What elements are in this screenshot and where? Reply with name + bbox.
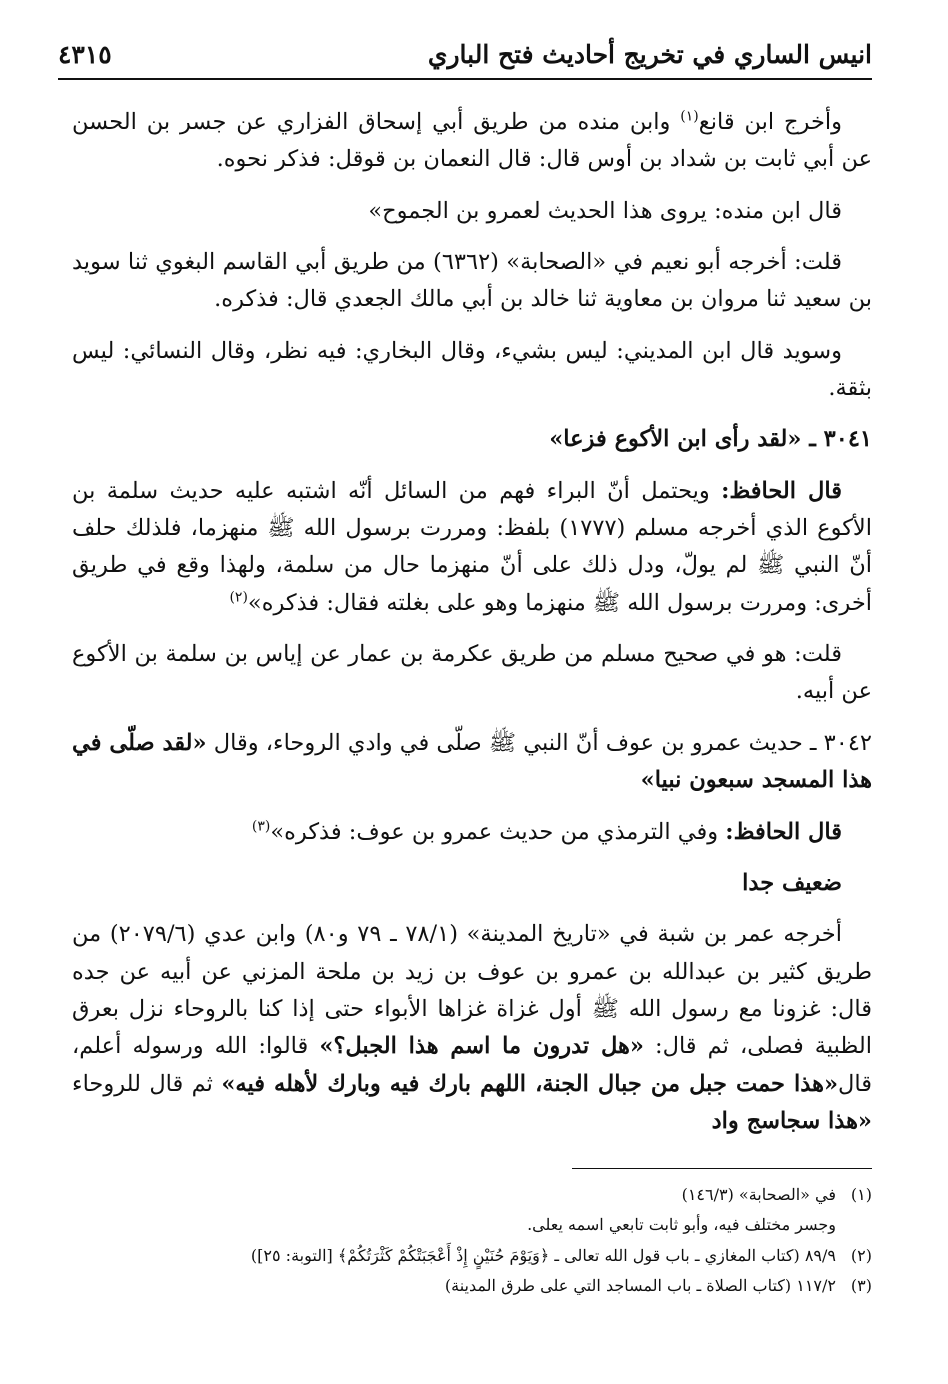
footnote-3: (٣)١١٧/٢ (كتاب الصلاة ـ باب المساجد التي على طرق المدينة) [444, 1276, 872, 1296]
grade-label: ضعيف جدا [742, 869, 842, 896]
footnote-1-continuation: وجسر مختلف فيه، وأبو ثابت تابعي اسمه يعلى. [527, 1215, 836, 1235]
running-header [58, 34, 872, 80]
paragraph-muslim: قلت: هو في صحيح مسلم من طريق عكرمة بن عمار عن إياس بن سلمة بن الأكوع عن أبيه. [72, 641, 872, 705]
paragraph-hafiz-3041: قال الحافظ: ويحتمل أنّ البراء فهم من السائل أنّه اشتبه عليه حديث سلمة بن الأكوع الذي أخرجه مسلم (١٧٧٧) بلفظ: ومررت برسول الله ﷺ منهزما، فلذلك حلف أنّ النبي ﷺ لم يولّ، ودل ذلك على أنّ منهزما حال من سلمة، ولهذا وقع في طريق أخرى: ومررت برسول الله ﷺ منهزما وهو على بغلته فقال: فذكره»$^{(٢)}$ [72, 477, 873, 616]
paragraph-ibn-qani: وأخرج ابن قانع$^{(١)}$ وابن منده من طريق أبي إسحاق الفزاري عن جسر بن الحسن عن أبي ثابت بن شداد بن أوس قال: قال النعمان بن قوقل: فذكر نحوه. [72, 108, 872, 173]
hadith-heading-3041: ٣٠٤١ ـ «لقد رأى ابن الأكوع فزعا» [549, 426, 872, 453]
footnote-ref-3: (٣) [251, 818, 271, 834]
footnote-separator [572, 1168, 872, 1169]
hadith-heading-3042: ٣٠٤٢ ـ حديث عمرو بن عوف أنّ النبي ﷺ صلّى في وادي الروحاء، وقال «لقد صلّى في هذا المسجد سبعون نبيا» [72, 729, 872, 794]
footnote-1: (١)في «الصحابة» (١٤٦/٣) [681, 1185, 872, 1204]
paragraph-abu-nuaym: قلت: أخرجه أبو نعيم في «الصحابة» (٦٣٦٢) من طريق أبي القاسم البغوي ثنا سويد بن سعيد ثنا مروان بن معاوية ثنا خالد بن أبي مالك الجعدي قال: فذكره. [72, 249, 872, 313]
footnote-ref-2: (٢) [229, 589, 248, 606]
book-title: انيس الساري في تخريج أحاديث فتح الباري [427, 40, 872, 69]
hafiz-label: قال الحافظ: [721, 477, 843, 504]
main-text [72, 104, 872, 1154]
footnotes [72, 1180, 872, 1302]
footnote-2: (٢)٨٩/٩ (كتاب المغازي ـ باب قول الله تعالى ـ ﴿وَيَوْمَ حُنَيْنٍ إِذْ أَعْجَبَتْكُمْ كَثْرَتُكُمْ﴾ [التوبة: ٢٥]) [250, 1245, 872, 1265]
paragraph-ibn-mandah: قال ابن منده: يروى هذا الحديث لعمرو بن الجموح» [368, 197, 842, 224]
paragraph-umar-shabba: أخرجه عمر بن شبة في «تاريخ المدينة» (٧٨/١ ـ ٧٩ و٨٠) وابن عدي (٢٠٧٩/٦) من طريق كثير بن عبدالله بن عمرو بن عوف بن زيد بن ملحة المزني عن أبيه عن جده قال: غزونا مع رسول الله ﷺ أول غزاة غزاها الأبواء حتى إذا كنا بالروحاء نزل بعرق الظبية فصلى، ثم قال: «هل تدرون ما اسم هذا الجبل؟» قالوا: الله ورسوله أعلم، قال«هذا حمت جبل من جبال الجنة، اللهم بارك فيه وبارك لأهله فيه» ثم قال للروحاء «هذا سجاسج واد [72, 921, 872, 1134]
paragraph-suwayd: وسويد قال ابن المديني: ليس بشيء، وقال البخاري: فيه نظر، وقال النسائي: ليس بثقة. [72, 337, 872, 402]
page-number: ٤٣١٥ [58, 40, 112, 69]
paragraph-hafiz-3042: قال الحافظ: وفي الترمذي من حديث عمرو بن عوف: فذكره»$^{(٣)}$ [251, 818, 842, 845]
footnote-ref-1: (١) [680, 108, 699, 125]
hafiz-label: قال الحافظ: [725, 818, 842, 845]
